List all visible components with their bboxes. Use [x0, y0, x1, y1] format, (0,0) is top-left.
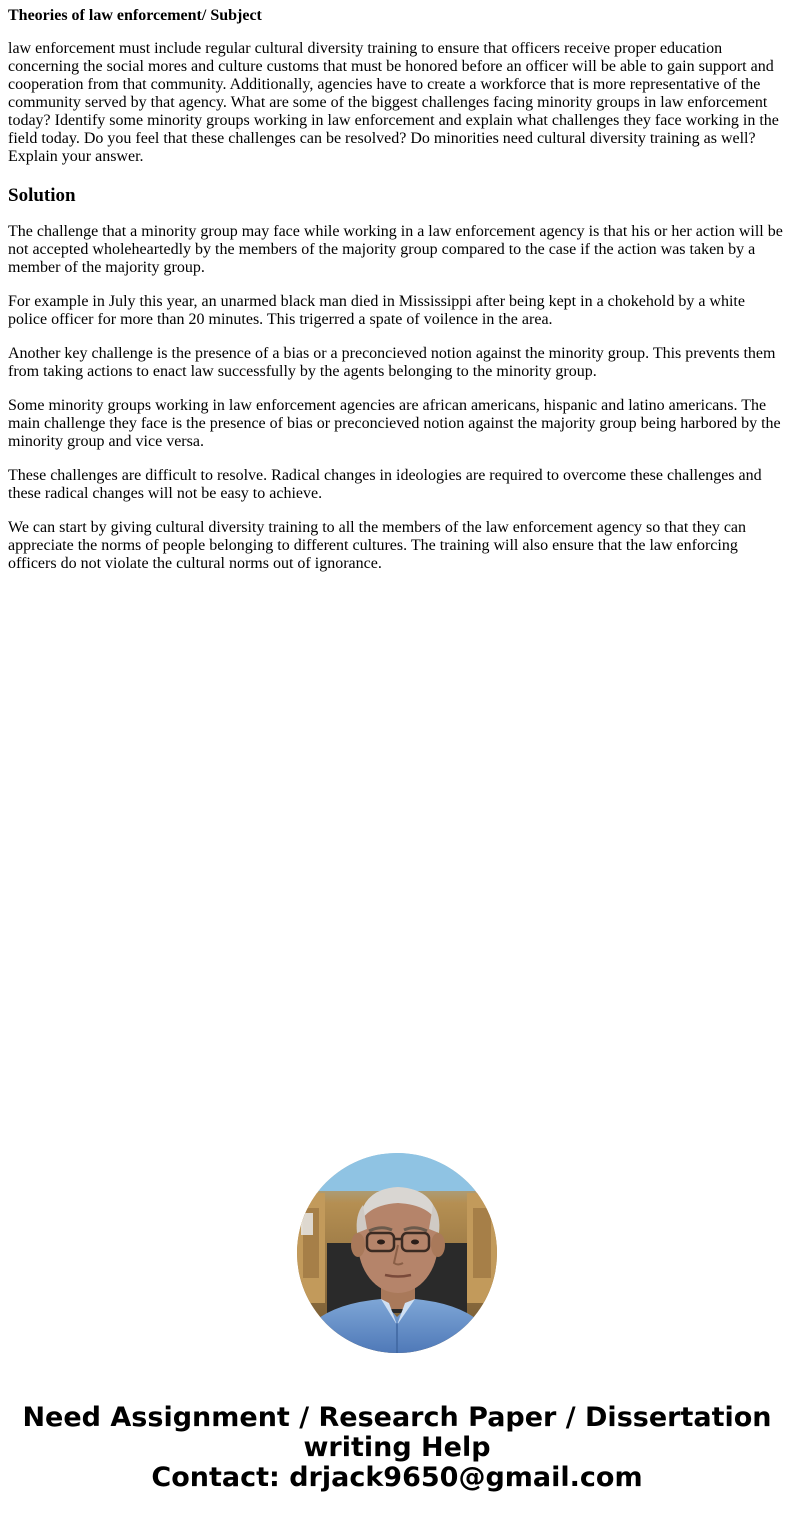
solution-paragraph: For example in July this year, an unarmed black man died in Mississippi after being kept in a chokehold by a white police officer for more than 20 minutes. This trigerred a spate of voilence in the area. — [8, 293, 745, 328]
page-title: Theories of law enforcement/ Subject — [8, 7, 262, 24]
solution-paragraph: These challenges are difficult to resolve. Radical changes in ideologies are required to overcome these challenges and these radical changes will not be easy to achieve. — [8, 467, 762, 502]
solution-paragraph: The challenge that a minority group may face while working in a law enforcement agency is that his or her action will be not accepted wholeheartedly by the members of the majority group compared to the case if the action was taken by a member of the majority group. — [8, 223, 783, 276]
document-content — [8, 0, 786, 573]
footer-line: Need Assignment / Research Paper / Dissertation — [22, 1402, 772, 1433]
solution-heading: Solution — [8, 185, 76, 206]
contact-footer — [0, 1403, 794, 1493]
solution-paragraph: We can start by giving cultural diversity training to all the members of the law enforcement agency so that they can appreciate the norms of people belonging to different cultures. The training will also ensure that the law enforcing officers do not violate the cultural norms out of ignorance. — [8, 519, 747, 572]
question-text: law enforcement must include regular cultural diversity training to ensure that officers receive proper education concerning the social mores and culture customs that must be honored before an officer will be able to gain support and cooperation from that community. Additionally, agencies have to create a workforce that is more representative of the community served by that agency. What are some of the biggest challenges facing minority groups in law enforcement today? Identify some minority groups working in law enforcement and explain what challenges they face working in the field today. Do you feel that these challenges can be resolved? Do minorities need cultural diversity training as well? Explain your answer. — [8, 40, 779, 165]
footer-contact: Contact: drjack9650@gmail.com — [151, 1462, 643, 1493]
author-photo-icon — [297, 1153, 497, 1353]
avatar — [297, 1153, 497, 1353]
solution-paragraph: Another key challenge is the presence of a bias or a preconcieved notion against the minority group. This prevents them from taking actions to enact law successfully by the agents belonging to the minority group. — [8, 345, 776, 380]
solution-paragraph: Some minority groups working in law enforcement agencies are african americans, hispanic and latino americans. The main challenge they face is the presence of bias or preconcieved notion against the majority group being harbored by the minority group and vice versa. — [8, 397, 781, 450]
footer-line: writing Help — [303, 1432, 491, 1463]
